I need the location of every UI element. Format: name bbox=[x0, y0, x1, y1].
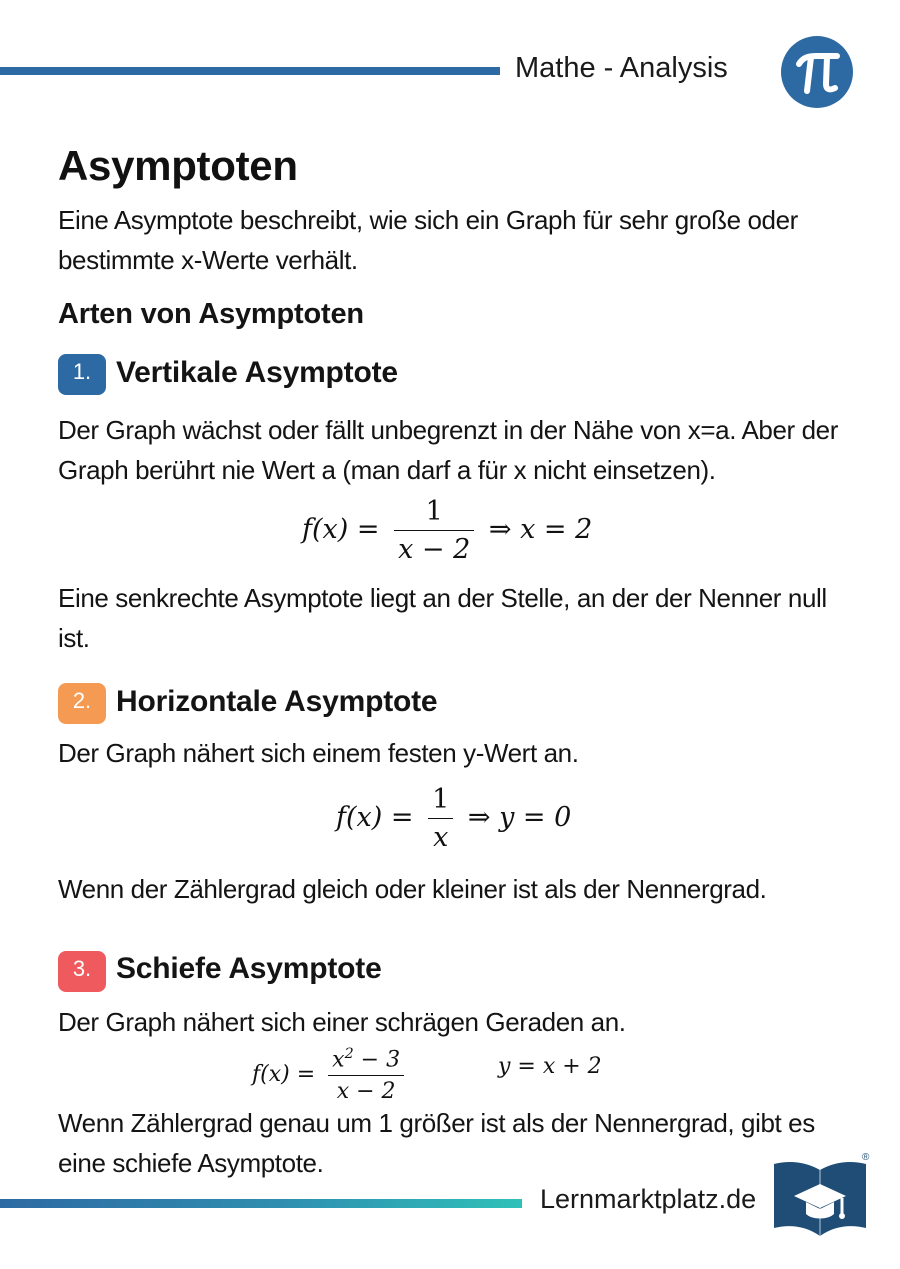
formula-oblique-asymptote: y = x + 2 bbox=[498, 1054, 602, 1079]
fraction bbox=[428, 784, 453, 853]
page-title: Asymptoten bbox=[58, 142, 298, 189]
item-title-oblique: Schiefe Asymptote bbox=[116, 952, 382, 985]
fraction-numerator: 1 bbox=[425, 496, 443, 527]
formula-lhs: f(x) = bbox=[302, 514, 380, 545]
item-note-horizontal: Wenn der Zählergrad gleich oder kleiner ist als der Nennergrad. bbox=[58, 874, 767, 904]
formula-rhs: ⇒ y = 0 bbox=[467, 802, 572, 833]
item-text-vertical: Der Graph wächst oder fällt unbegrenzt in der Nähe von x=a. Aber der Graph berührt nie Wert a (man darf a für x nicht einsetzen). bbox=[58, 415, 838, 485]
item-text-horizontal: Der Graph nähert sich einem festen y-Wert an. bbox=[58, 738, 579, 768]
numerator-rest: − 3 bbox=[353, 1047, 401, 1073]
fraction-numerator bbox=[328, 1046, 404, 1075]
fraction-denominator: x bbox=[428, 818, 453, 853]
formula-lhs: f(x) = bbox=[252, 1062, 316, 1088]
formula-lhs: f(x) = bbox=[336, 802, 414, 833]
pi-icon bbox=[781, 36, 853, 108]
fraction bbox=[328, 1046, 404, 1104]
item-title-vertical: Vertikale Asymptote bbox=[116, 356, 398, 389]
registered-mark: ® bbox=[862, 1152, 870, 1163]
item-number-badge: 1. bbox=[58, 354, 106, 395]
header-accent-bar bbox=[0, 67, 500, 75]
item-note-vertical: Eine senkrechte Asymptote liegt an der Stelle, an der der Nenner null ist. bbox=[58, 583, 827, 653]
fraction bbox=[394, 496, 474, 565]
item-title-horizontal: Horizontale Asymptote bbox=[116, 685, 438, 718]
footer-brand: Lernmarktplatz.de bbox=[540, 1184, 757, 1214]
item-number-badge: 3. bbox=[58, 951, 106, 992]
section-heading: Arten von Asymptoten bbox=[58, 298, 364, 330]
fraction-numerator: 1 bbox=[432, 784, 450, 815]
numerator-exponent: 2 bbox=[344, 1046, 354, 1062]
item-text-oblique: Der Graph nähert sich einer schrägen Geraden an. bbox=[58, 1007, 626, 1037]
formula-vertical bbox=[302, 496, 592, 565]
formula-horizontal bbox=[336, 784, 571, 853]
formula-oblique bbox=[252, 1046, 410, 1104]
item-note-oblique: Wenn Zählergrad genau um 1 größer ist als der Nennergrad, gibt es eine schiefe Asymptote. bbox=[58, 1108, 815, 1178]
header-title: Mathe - Analysis bbox=[515, 52, 728, 84]
numerator-base: x bbox=[332, 1047, 345, 1073]
footer-accent-bar bbox=[0, 1199, 522, 1208]
book-graduation-cap-icon bbox=[772, 1152, 870, 1240]
fraction-denominator: x − 2 bbox=[328, 1075, 404, 1104]
item-number-badge: 2. bbox=[58, 683, 106, 724]
fraction-denominator: x − 2 bbox=[394, 530, 474, 565]
formula-rhs: ⇒ x = 2 bbox=[488, 514, 593, 545]
intro-text: Eine Asymptote beschreibt, wie sich ein Graph für sehr große oder bestimmte x-Werte verhält. bbox=[58, 205, 798, 275]
